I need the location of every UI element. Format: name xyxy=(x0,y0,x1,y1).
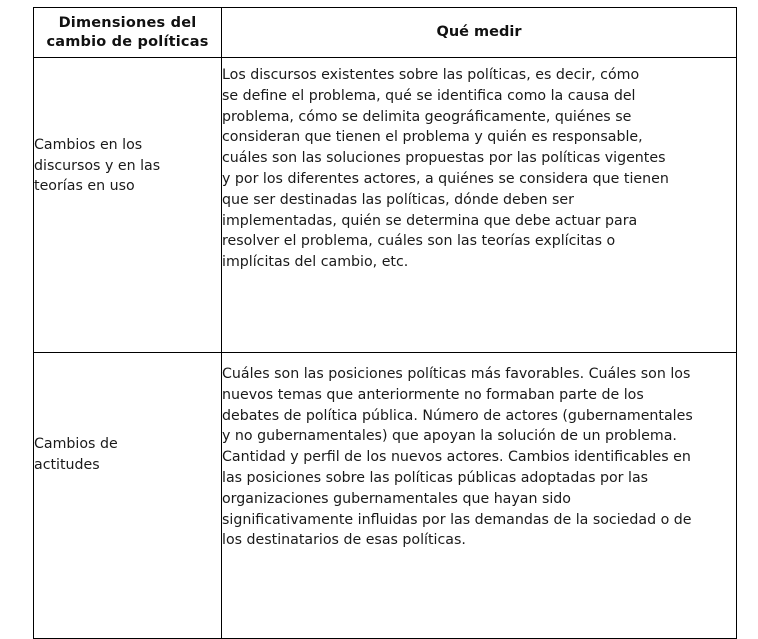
header-dimensions xyxy=(34,8,222,58)
text-line: implícitas del cambio, etc. xyxy=(222,254,409,271)
dimension-cell xyxy=(34,58,222,353)
text-line: debates de política pública. Número de actores (gubernamentales xyxy=(222,407,693,424)
header-dimensions-line: Dimensiones del xyxy=(58,14,197,31)
text-line: las posiciones sobre las políticas públicas adoptadas por las xyxy=(222,469,649,486)
dimension-cell xyxy=(34,353,222,639)
table-row xyxy=(34,58,737,353)
text-line: Los discursos existentes sobre las políticas, es decir, cómo xyxy=(222,67,640,83)
text-line: que ser destinadas las políticas, dónde deben ser xyxy=(222,191,574,208)
text-line: consideran que tienen el problema y quién es responsable, xyxy=(222,129,643,146)
dimension-line: teorías en uso xyxy=(34,178,135,194)
dimension-line: Cambios de xyxy=(34,436,118,452)
text-line: se define el problema, qué se identifica como la causa del xyxy=(222,87,636,104)
text-line: y por los diferentes actores, a quiénes se considera que tienen xyxy=(222,170,669,187)
text-line: y no gubernamentales) que apoyan la solución de un problema. xyxy=(222,428,677,445)
header-what-to-measure: Qué medir xyxy=(222,8,737,58)
text-line: Cantidad y perfil de los nuevos actores. Cambios identificables en xyxy=(222,449,691,466)
dimension-line: actitudes xyxy=(34,456,100,473)
text-line: resolver el problema, cuáles son las teorías explícitas o xyxy=(222,233,616,250)
policy-change-table xyxy=(33,7,737,639)
text-line: implementadas, quién se determina que debe actuar para xyxy=(222,212,638,229)
what-to-measure-cell xyxy=(222,353,737,639)
text-line: Cuáles son las posiciones políticas más favorables. Cuáles son los xyxy=(222,366,691,382)
text-line: organizaciones gubernamentales que hayan sido xyxy=(222,490,571,507)
text-line: problema, cómo se delimita geográficamente, quiénes se xyxy=(222,108,632,125)
text-line: nuevos temas que anteriormente no formaban parte de los xyxy=(222,386,644,403)
dimension-line: Cambios en los xyxy=(34,137,143,153)
dimension-line: discursos y en las xyxy=(34,157,161,174)
header-dimensions-line: cambio de políticas xyxy=(46,33,209,50)
text-line: los destinatarios de esas políticas. xyxy=(222,532,466,549)
text-line: significativamente influidas por las demandas de la sociedad o de xyxy=(222,511,692,528)
table-row xyxy=(34,353,737,639)
text-line: cuáles son las soluciones propuestas por las políticas vigentes xyxy=(222,150,666,167)
header-row xyxy=(34,8,737,58)
what-to-measure-cell xyxy=(222,58,737,353)
